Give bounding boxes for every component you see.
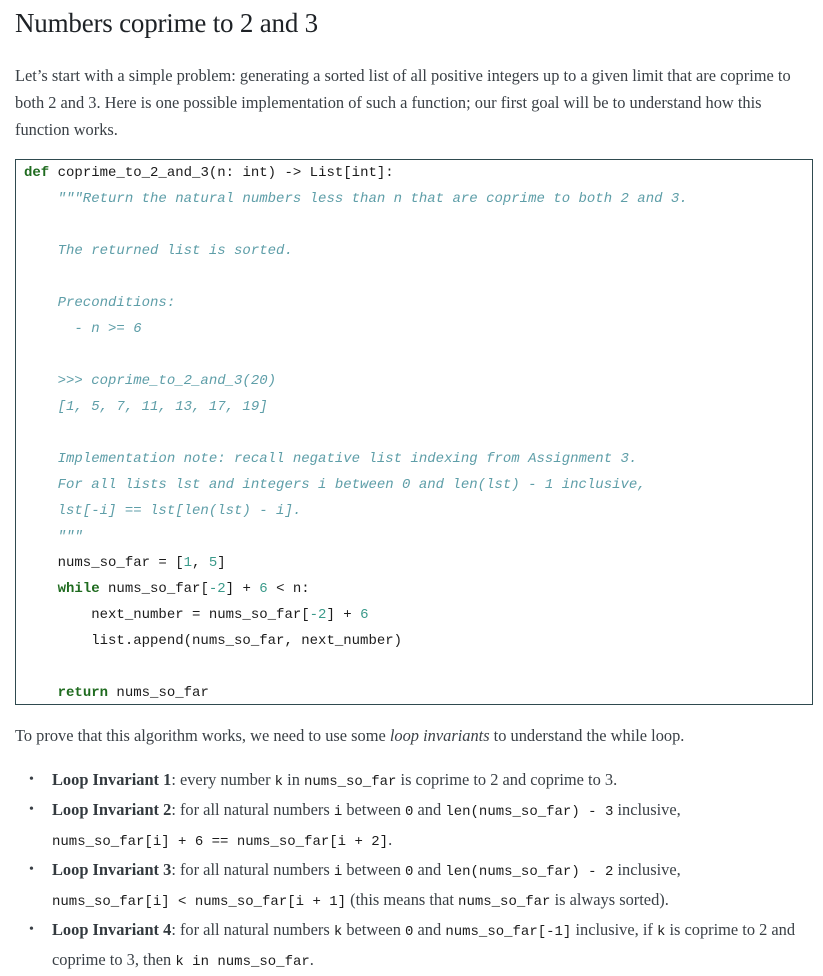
invariant-label: Loop Invariant 3 xyxy=(52,860,172,879)
code-line-while xyxy=(24,576,310,602)
code-line-next-number xyxy=(24,602,368,628)
inline-code: k xyxy=(274,774,284,790)
number-literal: 6 xyxy=(259,581,268,597)
emphasis-loop-invariants: loop invariants xyxy=(389,726,490,745)
docstring-line: Preconditions: xyxy=(24,295,176,311)
number-literal: 1 xyxy=(183,555,193,571)
bullet-icon: • xyxy=(29,862,34,877)
inline-code: 0 xyxy=(405,864,414,880)
code-text: , xyxy=(192,555,209,571)
loop-invariant-1 xyxy=(15,766,815,796)
inline-code: 0 xyxy=(405,804,414,820)
code-text: nums_so_far[ xyxy=(99,581,209,597)
code-line-return xyxy=(24,680,209,706)
text: and xyxy=(413,800,446,819)
function-signature: coprime_to_2_and_3(n: int) -> List[int]: xyxy=(49,165,394,181)
inline-code: nums_so_far[i] < nums_so_far[i + 1] xyxy=(52,894,347,910)
docstring-line: [1, 5, 7, 11, 13, 17, 19] xyxy=(24,399,268,415)
text: : every number xyxy=(171,770,275,789)
text: : for all natural numbers xyxy=(171,920,334,939)
inline-code: len(nums_so_far) - 3 xyxy=(445,804,614,820)
code-text: nums_so_far = [ xyxy=(24,555,184,571)
loop-invariant-4 xyxy=(15,916,815,976)
invariant-label: Loop Invariant 1 xyxy=(52,770,172,789)
page-title: Numbers coprime to 2 and 3 xyxy=(15,8,318,38)
inline-code: nums_so_far xyxy=(304,774,397,790)
docstring-line: lst[-i] == lst[len(lst) - i]. xyxy=(24,503,302,519)
docstring-line: For all lists lst and integers i between 0 and len(lst) - 1 inclusive, xyxy=(24,477,646,493)
docstring-line: """Return the natural numbers less than n that are coprime to both 2 and 3. xyxy=(24,191,688,207)
docstring-line: """ xyxy=(24,529,83,545)
code-line-def xyxy=(24,160,394,186)
inline-code: i xyxy=(333,804,343,820)
code-text: next_number = nums_so_far[ xyxy=(24,607,310,623)
text: : for all natural numbers xyxy=(171,800,334,819)
code-line-append: list.append(nums_so_far, next_number) xyxy=(24,633,403,649)
invariant-label: Loop Invariant 2 xyxy=(52,800,172,819)
loop-invariant-2 xyxy=(15,796,815,856)
inline-code: len(nums_so_far) - 2 xyxy=(445,864,614,880)
code-line-init xyxy=(24,550,226,576)
inline-code: nums_so_far[-1] xyxy=(445,924,572,940)
code-text: nums_so_far xyxy=(108,685,209,701)
keyword-while: while xyxy=(57,581,100,597)
invariant-label: Loop Invariant 4 xyxy=(52,920,172,939)
number-literal: 6 xyxy=(360,607,369,623)
docstring-line: >>> coprime_to_2_and_3(20) xyxy=(24,373,277,389)
text: in xyxy=(283,770,304,789)
text: between xyxy=(342,800,406,819)
text: inclusive, xyxy=(613,860,681,879)
inline-code: nums_so_far xyxy=(458,894,551,910)
code-text: < n: xyxy=(267,581,310,597)
text: and xyxy=(413,920,446,939)
text: inclusive, if xyxy=(571,920,657,939)
loop-invariant-3 xyxy=(15,856,815,916)
loop-invariant-list xyxy=(15,766,815,976)
code-text: ] + xyxy=(326,607,361,623)
code-block xyxy=(15,159,813,705)
keyword-return: return xyxy=(57,685,109,701)
number-literal: -2 xyxy=(208,581,226,597)
keyword-def: def xyxy=(24,165,50,181)
text: (this means that xyxy=(346,890,459,909)
bullet-icon: • xyxy=(29,922,34,937)
docstring-line: Implementation note: recall negative list indexing from Assignment 3. xyxy=(24,451,638,467)
text: between xyxy=(342,860,406,879)
code-indent xyxy=(24,581,58,597)
number-literal: 5 xyxy=(208,555,218,571)
text: To prove that this algorithm works, we need to use some xyxy=(15,726,390,745)
docstring-line: The returned list is sorted. xyxy=(24,243,293,259)
number-literal: -2 xyxy=(309,607,327,623)
code-text: ] + xyxy=(225,581,260,597)
text: and xyxy=(413,860,446,879)
inline-code: k xyxy=(656,924,666,940)
text: . xyxy=(388,830,393,849)
inline-code: i xyxy=(333,864,343,880)
bullet-icon: • xyxy=(29,772,34,787)
text: is coprime to 2 and coprime to 3. xyxy=(396,770,618,789)
loop-invariants-intro xyxy=(15,722,684,749)
inline-code: 0 xyxy=(405,924,414,940)
bullet-icon: • xyxy=(29,802,34,817)
inline-code: k xyxy=(333,924,343,940)
inline-code: nums_so_far[i] + 6 == nums_so_far[i + 2] xyxy=(52,834,389,850)
text: is always sorted). xyxy=(550,890,669,909)
docstring-line: - n >= 6 xyxy=(24,321,142,337)
intro-paragraph: Let’s start with a simple problem: generating a sorted list of all positive integers up to a given limit that are coprime to both 2 and 3. Here is one possible implementation of such a function; our first goal will be to understand how this function works. xyxy=(15,66,791,139)
text: inclusive, xyxy=(613,800,681,819)
text: between xyxy=(342,920,406,939)
code-text: ] xyxy=(217,555,226,571)
inline-code: k in nums_so_far xyxy=(175,954,310,970)
text: . xyxy=(309,950,314,969)
code-indent xyxy=(24,685,58,701)
text: is coprime to 2 and coprime to 3, then xyxy=(52,920,796,969)
text: to understand the while loop. xyxy=(489,726,685,745)
text: : for all natural numbers xyxy=(171,860,334,879)
